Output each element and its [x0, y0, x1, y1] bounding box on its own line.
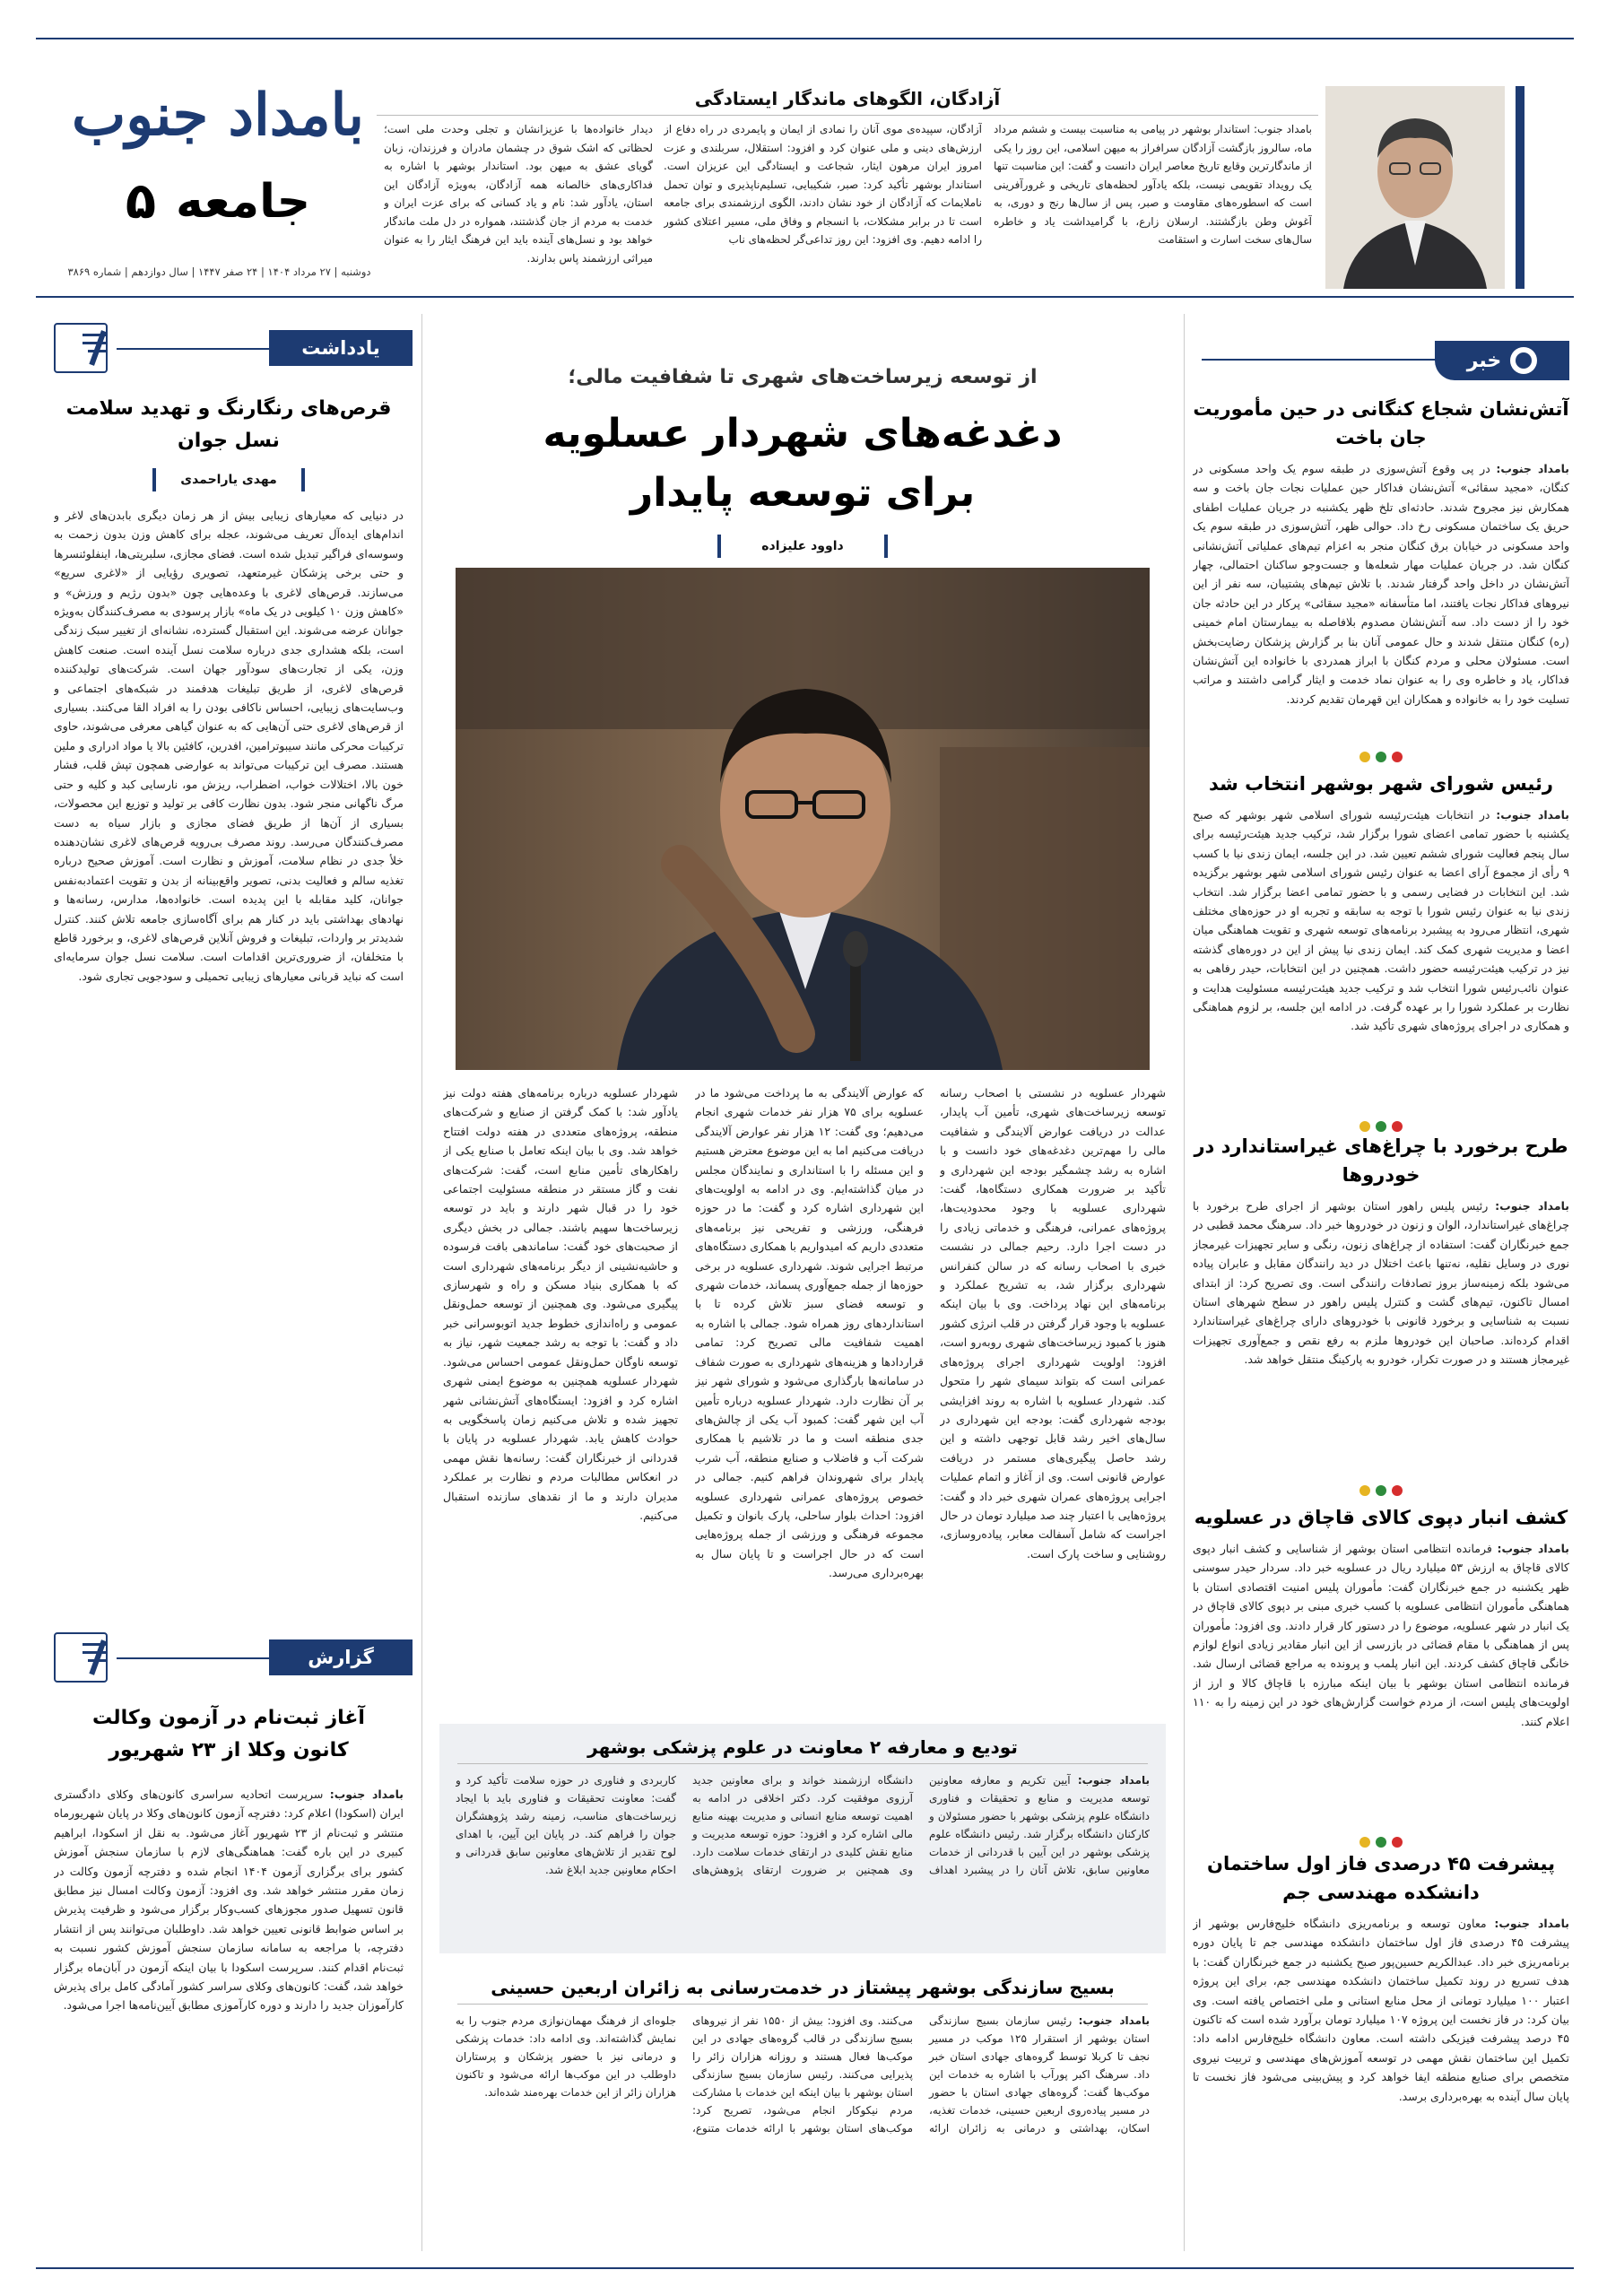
- news-lead: بامداد جنوب:: [1496, 462, 1569, 475]
- news-section-label: خبر: [1466, 349, 1502, 372]
- page-number: ۵: [125, 172, 157, 230]
- news-text: رئیس پلیس راهور استان بوشهر از اجرای طرح برخورد با چراغ‌های غیراستاندارد، الوان و زنون در خودروها خبر داد. سرهنگ محمد قطبی در جمع خبرنگاران گفت: استفاده از چراغ‌های زنون، رنگی و سایر تجهیزات غیرمجاز نوری در وسایل نقلیه، نه‌تنها باعث اختلال در دید رانندگان مقابل و عابران پیاده می‌شود بلکه زمینه‌ساز بروز تصادفات رانندگی است. وی تصریح کرد: از ابتدای امسال تاکنون، تیم‌های گشت و کنترل پلیس راهور در سطح شهرهای استان نسبت به شناسایی و برخورد قانونی با خودروهای دارای چراغ‌های غیراستاندارد اقدام کرده‌اند. صاحبان این خودروها ملزم به رفع نقص و جمع‌آوری تجهیزات غیرمجاز هستند و در صورت تکرار، خودرو به پارکینگ منتقل خواهد شد.: [1193, 1199, 1569, 1367]
- note-section-header: [54, 323, 413, 373]
- column-rule: [1184, 314, 1185, 2251]
- globe-icon: [1510, 347, 1537, 374]
- report-lead: بامداد جنوب:: [329, 1787, 404, 1801]
- bottom-border: [36, 2267, 1574, 2269]
- box-title: بسیج سازندگی بوشهر پیشتاز در خدمت‌رسانی به زائران اربعین حسینی: [457, 1964, 1148, 2005]
- main-headline-line2: برای توسعه پایدار: [630, 470, 976, 516]
- report-body: [54, 1785, 404, 2251]
- box-text: آیین تکریم و معارفه معاونین توسعه مدیریت و منابع و تحقیقات و فناوری دانشگاه علوم پزشکی بوشهر با حضور مسئولان و کارکنان دانشگاه برگزار شد. رئیس دانشگاه علوم پزشکی بوشهر در این آیین با قدردانی از خدمات معاونین سابق، تلاش آنان را در پیشبرد اهداف دانشگاه ارزشمند خواند و برای معاونین جدید آرزوی موفقیت کرد. دکتر اخلاقی در ادامه به اهمیت توسعه منابع انسانی و مدیریت بهینه منابع مالی اشاره کرد و افزود: حوزه توسعه مدیریت و منابع نقش کلیدی در ارتقای خدمات سلامت دارد. وی همچنین بر ضرورت ارتقای پژوهش‌های کاربردی و فناوری در حوزه سلامت تأکید کرد و گفت: معاونت تحقیقات و فناوری باید با ایجاد زیرساخت‌های مناسب، زمینه رشد پژوهشگران جوان را فراهم کند. در پایان این آیین، با اهدای لوح تقدیر از تلاش‌های معاونین سابق قدردانی و احکام معاونین جدید ابلاغ شد.: [456, 1774, 1150, 1876]
- document-pen-icon: [54, 323, 108, 373]
- news-item: [1193, 1849, 1569, 2255]
- news-lead: بامداد جنوب:: [1496, 808, 1569, 822]
- top-article-col2: آزادگان، سپیده‌ی موی آنان را نمادی از ایمان و پایمردی در راه دفاع از ارزش‌های دینی و ملی عنوان کرد و افزود: استقلال، سربلندی و عزت امروز ایران مرهون ایثار، شجاعت و ایستادگی این عزیزان است. استاندار بوشهر تأکید کرد: صبر، شکیبایی، تسلیم‌ناپذیری و توان تحمل ناملایمات که آزادگان از خود نشان دادند، الگوی ارزشمندی برای جامعه است تا در برابر مشکلات، با انسجام و وفاق ملی، مسیر اعتلای کشور را ادامه دهیم. وی افزود: این روز تداعی‌گر لحظه‌های ناب: [664, 123, 982, 246]
- masthead-logo-block: [70, 75, 366, 255]
- news-lead: بامداد جنوب:: [1494, 1917, 1569, 1930]
- governor-portrait-icon: [1325, 86, 1505, 289]
- box-title: تودیع و معارفه ۲ معاونت در علوم پزشکی بوشهر: [457, 1724, 1148, 1764]
- masthead-bottom-border: [36, 296, 1574, 298]
- box-text: رئیس سازمان بسیج سازندگی استان بوشهر از استقرار ۱۲۵ موکب در مسیر نجف تا کربلا توسط گروه‌های جهادی استان خبر داد. سرهنگ اکبر پورآب با اشاره به خدمات این موکب‌ها گفت: گروه‌های جهادی استان با حضور در مسیر پیاده‌روی اربعین حسینی، خدمات تغذیه، اسکان، بهداشتی و درمانی به زائران ارائه می‌کنند. وی افزود: بیش از ۱۵۵۰ نفر از نیروهای بسیج سازندگی در قالب گروه‌های جهادی در این موکب‌ها فعال هستند و روزانه هزاران زائر را پذیرایی می‌کنند. رئیس سازمان بسیج سازندگی استان بوشهر با بیان اینکه این خدمات با مشارکت مردم نیکوکار انجام می‌شود، تصریح کرد: موکب‌های استان بوشهر با ارائه خدمات متنوع، جلوه‌ای از فرهنگ مهمان‌نوازی مردم جنوب را به نمایش گذاشته‌اند. وی ادامه داد: خدمات پزشکی و درمانی نیز با حضور پزشکان و پرستاران داوطلب در این موکب‌ها ارائه می‌شود و تاکنون هزاران زائر از این خدمات بهره‌مند شده‌اند.: [456, 2014, 1150, 2135]
- main-col3: شهردار عسلویه درباره برنامه‌های هفته دولت نیز یادآور شد: با کمک گرفتن از صنایع و شرکت‌های منطقه، پروژه‌های متعددی در هفته دولت افتتاح خواهد شد. وی با بیان اینکه تعامل با صنایع یکی از راهکارهای تأمین منابع است، گفت: شرکت‌های نفت و گاز مستقر در منطقه مسئولیت اجتماعی خود را در قبال شهر دارند و باید در توسعه زیرساخت‌ها سهیم باشند. جمالی در بخش دیگری از صحبت‌های خود گفت: ساماندهی بافت فرسوده و حاشیه‌نشینی از دیگر برنامه‌های شهرداری است که با همکاری بنیاد مسکن و راه و شهرسازی پیگیری می‌شود. وی همچنین از توسعه حمل‌ونقل عمومی و راه‌اندازی خطوط جدید اتوبوسرانی خبر داد و گفت: با توجه به رشد جمعیت شهر، نیاز به توسعه ناوگان حمل‌ونقل عمومی احساس می‌شود. شهردار عسلویه همچنین به موضوع ایمنی شهری اشاره کرد و افزود: ایستگاه‌های آتش‌نشانی شهر تجهیز شده و تلاش می‌کنیم زمان پاسخگویی به حوادث کاهش یابد. شهردار عسلویه در پایان با قدردانی از خبرنگاران گفت: رسانه‌ها نقش مهمی در انعکاس مطالبات مردم و نظارت بر عملکرد مدیران دارند و ما از نقدهای سازنده استقبال می‌کنیم.: [443, 1086, 678, 1522]
- top-article-col1: بامداد جنوب: استاندار بوشهر در پیامی به مناسبت بیست و ششم مرداد ماه، سالروز بازگشت آزادگان سرافراز به میهن اسلامی، این روز را یکی از ماندگارترین وقایع تاریخ معاصر ایران دانست و گفت: این مناسبت تنها یک رویداد تقویمی نیست، بلکه یادآور لحظه‌های تاریخی و غرورآفرینی است که اسطوره‌های مقاومت و صبر، پس از سال‌ها رنج و دوری، به آغوش وطن بازگشتند. ارسلان زارع، با گرامیداشت یاد و خاطره سال‌های سخت اسارت و استقامت: [994, 123, 1312, 246]
- box-body: [456, 1771, 1150, 1947]
- news-body: [1193, 1914, 1569, 2255]
- news-text: در انتخابات هیئت‌رئیسه شورای اسلامی شهر بوشهر که صبح یکشنبه با حضور تمامی اعضای شورا برگزار شد، ترکیب جدید هیئت‌رئیسه برای سال پنجم فعالیت شورای ششم تعیین شد. در این جلسه، ایمان زندی نیا با کسب ۹ رأی از مجموع آرای اعضا به عنوان رئیس شورای اسلامی شهر بوشهر برگزیده شد. این انتخابات در فضایی رسمی و با حضور تمامی اعضا برگزار شد. انتخاب زندی نیا به عنوان رئیس شورا با توجه به سابقه و تجربه او در حوزه‌های مختلف شهری، انتظار می‌رود به پیشبرد برنامه‌های توسعه شهری و تقویت هماهنگی میان اعضا و مدیریت شهری کمک کند. ایمان زندی نیا پیش از این در دوره‌های گذشته نیز در ترکیب هیئت‌رئیسه حضور داشت. همچنین در این انتخابات، حیدر رفاهی به عنوان نائب‌رئیس شورا انتخاب شد و ترکیب جدید هیئت‌رئیسه مسئولیت هدایت و نظارت بر عملکرد شورا را بر عهده گرفت. در ادامه این جلسه، بر لزوم هماهنگی و همکاری در اجرای پروژه‌های شهری تأکید شد.: [1193, 808, 1569, 1033]
- column-rule: [421, 314, 422, 2251]
- news-body: [1193, 1196, 1569, 1482]
- box-article-medical: [439, 1724, 1166, 1953]
- note-body: در دنیایی که معیارهای زیبایی بیش از هر زمان دیگری بابدن‌های لاغر و اندام‌های ایده‌آل تعریف می‌شوند، عجله برای کاهش وزن بدون زحمت به وسوسه‌ای فراگیر تبدیل شده است. فضای مجازی، سلبریتی‌ها، اینفلوئنسرها و حتی برخی پزشکان غیرمتعهد، تصویری رؤیایی از «لاغری سریع» می‌سازند. قرص‌های لاغری با وعده‌هایی چون «بدون رژیم و ورزش» و «کاهش وزن ۱۰ کیلویی در یک ماه» بازار پرسودی به مصرف‌کنندگان به‌ویژه جوانان عرضه می‌شوند. این استقبال گسترده، نشانه‌ای از تغییر سبک زندگی است، بلکه هشداری جدی درباره سلامت نسل آینده است. صنعت کاهش وزن، یکی از تجارت‌های سودآور جهان است. شرکت‌های تولیدکننده قرص‌های لاغری، از طریق تبلیغات هدفمند در شبکه‌های اجتماعی و وب‌سایت‌های زیبایی، احساس ناکافی بودن را به افراد القا می‌کنند. بسیاری از قرص‌های لاغری حتی آن‌هایی که به عنوان گیاهی معرفی می‌شوند، حاوی ترکیبات محرکی مانند سیبوترامین، افدرین، کافئین بالا یا مواد ادراری و ملین هستند. مصرف این ترکیبات می‌تواند به عوارضی همچون تپش قلب، فشار خون بالا، اختلالات خواب، اضطراب، ریزش مو، نارسایی کبد و کلیه و حتی مرگ ناگهانی منجر شود. بدون نظارت کافی بر تولید و توزیع این محصولات، بسیاری از آن‌ها از طریق فضای مجازی و بازار سیاه به دست مصرف‌کنندگان می‌رسد. روند مصرف بی‌رویه قرص‌های لاغری نشان‌دهنده خلأ جدی در نظام سلامت، آموزش و نظارت است. آموزش صحیح درباره تغذیه سالم و فعالیت بدنی، تصویر واقع‌بینانه از بدن و تقویت اعتمادبه‌نفس جوانان، کلید مقابله با این پدیده است. خانواده‌ها، مدارس، رسانه‌ها و نهادهای بهداشتی باید در کنار هم برای آگاه‌سازی جامعه تلاش کنند. کنترل شدیدتر بر واردات، تبلیغات و فروش آنلاین قرص‌های لاغری، و برخورد قاطع با متخلفان، از ضروری‌ترین اقدامات است. سلامت نسل جوان سرمایه‌ای است که نباید قربانی معیارهای زیبایی تحمیلی و سودجویی تجاری شود.: [54, 509, 404, 983]
- news-lead: بامداد جنوب:: [1497, 1542, 1569, 1555]
- logo-text: بامداد جنوب: [72, 82, 364, 149]
- date-line: دوشنبه | ۲۷ مرداد ۱۴۰۴ | ۲۴ صفر ۱۴۴۷ | سال دوازدهم | شماره ۳۸۶۹: [67, 265, 371, 278]
- note-title: قرص‌های رنگارنگ و تهدید سلامت نسل جوان: [65, 397, 392, 452]
- top-article-title: آزادگان، الگوهای ماندگار ایستادگی: [694, 88, 1001, 109]
- news-title: کشف انبار دپوی کالای قاچاق در عسلویه: [1194, 1507, 1568, 1528]
- news-title: رئیس شورای شهر بوشهر انتخاب شد: [1209, 773, 1553, 795]
- news-title: آتش‌نشان شجاع کنگانی در حین مأموریت جان باخت: [1193, 398, 1569, 448]
- box-body: [456, 2012, 1150, 2247]
- news-section-header: [1202, 341, 1569, 386]
- news-item: [1193, 770, 1569, 1130]
- divider-dots: [1193, 752, 1569, 762]
- author-name: داوود علیزاده: [761, 539, 844, 553]
- news-text: فرمانده انتظامی استان بوشهر از شناسایی و کشف انبار دپوی کالای قاچاق به ارزش ۵۳ میلیارد ریال در عسلویه خبر داد. سردار حیدر سوسنی ظهر یکشنبه در جمع خبرنگاران گفت: مأموران پلیس امنیت اقتصادی استان با هماهنگی مأموران انتظامی عسلویه با کسب خبری مبنی بر دپوی کالای قاچاق در یک انبار در شهر عسلویه، موضوع را در دستور کار قرار دادند. وی افزود: مأموران پس از هماهنگی با مقام قضائی در بازرسی از این انبار مقادیر زیادی انواع لوازم خانگی قاچاق کشف کردند. این انبار پلمب و پرونده به مراجع قضائی ارسال شد. فرمانده انتظامی استان بوشهر با بیان اینکه مبارزه با قاچاق کالا و ارز از اولویت‌های پلیس است، از مردم خواست گزارش‌های خود در این زمینه را به ۱۱۰ اعلام کنند.: [1193, 1542, 1569, 1728]
- news-text: معاون توسعه و برنامه‌ریزی دانشگاه خلیج‌فارس بوشهر از پیشرفت ۴۵ درصدی فاز اول ساختمان دانشکده مهندسی جم تا پایان دوره برنامه‌ریزی خبر داد. عبدالکریم حسین‌پور صبح یکشنبه در جمع خبرنگاران گفت: با هدف تسریع در روند تکمیل ساختمان دانشکده مهندسی جم، برای این پروژه اعتبار ۱۰۰ میلیارد تومانی از محل منابع استانی و ملی اختصاص یافته است. وی بیان کرد: در فاز نخست این پروژه ۱۰۷ میلیارد تومان برآورد شده است که تاکنون ۴۵ درصد پیشرفت فیزیکی داشته است. معاون دانشگاه خلیج‌فارس ادامه داد: تکمیل این ساختمان نقش مهمی در توسعه آموزش‌های مهندسی و تربیت نیروی متخصص برای صنایع منطقه ایفا خواهد کرد و پیش‌بینی می‌شود فاز نخست تا پایان سال آینده به بهره‌برداری برسد.: [1193, 1917, 1569, 2103]
- note-author-tag: [152, 468, 305, 491]
- news-title: پیشرفت ۴۵ درصدی فاز اول ساختمان دانشکده مهندسی جم: [1207, 1853, 1555, 1903]
- divider-dots: [1193, 1485, 1569, 1496]
- news-body: [1193, 805, 1569, 1130]
- news-item: [1193, 1132, 1569, 1482]
- news-title: طرح برخورد با چراغ‌های غیراستاندارد در خودروها: [1194, 1135, 1568, 1186]
- section-row: [70, 172, 366, 230]
- mayor-photo-icon: [456, 568, 1150, 1070]
- report-title: آغاز ثبت‌نام در آزمون وکالت کانون وکلا از ۲۳ شهریور: [92, 1707, 365, 1761]
- report-section-header: [54, 1632, 413, 1683]
- report-section-label: گزارش: [308, 1647, 374, 1668]
- note-section-label: یادداشت: [301, 337, 380, 359]
- top-border: [36, 38, 1574, 39]
- news-item: [1193, 1503, 1569, 1864]
- report-text: سرپرست اتحادیه سراسری کانون‌های وکلای دادگستری ایران (اسکودا) اعلام کرد: دفترچه آزمون کانون‌های وکلا در پایان شهریورماه منتشر و ثبت‌نام از ۲۳ شهریور آغاز می‌شود. به نقل از اسکودا، ابراهیم کبیری در این باره گفت: هماهنگی‌های لازم با سازمان سنجش آموزش کشور برای برگزاری آزمون ۱۴۰۴ انجام شده و دفترچه آزمون وکالت در زمان مقرر منتشر خواهد شد. وی افزود: آزمون وکالت امسال نیز مطابق قانون تسهیل صدور مجوزهای کسب‌وکار برگزار می‌شود و ظرفیت پذیرش بر اساس ضوابط قانونی تعیین خواهد شد. داوطلبان می‌توانند پس از انتشار دفترچه، با مراجعه به سامانه سازمان سنجش آموزش کشور نسبت به ثبت‌نام اقدام کنند. سرپرست اسکودا با بیان اینکه آزمون در آبان‌ماه برگزار خواهد شد، گفت: کانون‌های وکلای سراسر کشور آمادگی کامل برای پذیرش کارآموزان جدید را دارند و دوره کارآموزی مطابق آیین‌نامه‌ها اجرا می‌شود.: [54, 1787, 404, 2013]
- news-item: [1193, 395, 1569, 746]
- author-tag: [717, 535, 888, 558]
- news-lead: بامداد جنوب:: [1495, 1199, 1569, 1213]
- governor-photo: [1325, 86, 1505, 289]
- section-name: جامعه: [176, 174, 311, 229]
- divider-dots: [1193, 1121, 1569, 1132]
- news-body: [1193, 459, 1569, 746]
- news-text: در پی وقوع آتش‌سوزی در طبقه سوم یک واحد مسکونی در کنگان، «مجید سقائی» آتش‌نشان فداکار حین عملیات نجات جان باخت و سه همکارش نیز مجروح شدند. حادثه‌ای تلخ ظهر یکشنبه در جریان عملیات اطفای حریق یک ساختمان مسکونی رخ داد. حوالی ظهر، آتش‌سوزی در طبقه سوم یک واحد مسکونی در خیابان برق کنگان منجر به اعزام تیم‌های عملیاتی آتش‌نشانی کنگان شد. در جریان عملیات مهار شعله‌ها و جست‌وجو ساکنان احتمالی، چهار آتش‌نشان در داخل واحد گرفتار شدند. با تلاش تیم‌های پشتیبان، سه نفر از این نیروهای فداکار نجات یافتند، اما متأسفانه «مجید سقائی» پرکار در این حادثه جان خود را از دست داد. سه آتش‌نشان مصدوم بلافاصله به بیمارستان امام خمینی (ره) کنگان منتقل شدند و حال عمومی آنان بنا بر گزارش پزشکان رضایت‌بخش است. مسئولان محلی و مردم کنگان با ابراز همدردی با خانواده این آتش‌نشان فداکار، یاد و خاطره وی را به عنوان نماد خدمت و ایثار گرامی داشتند و مراتب تسلیت خود را به خانواده و همکاران این قهرمان تقدیم کردند.: [1193, 462, 1569, 706]
- main-kicker: از توسعه زیرساخت‌های شهری تا شفافیت مالی؛: [568, 366, 1038, 388]
- main-col2: که عوارض آلایندگی به ما پرداخت می‌شود ما در عسلویه برای ۷۵ هزار نفر خدمات شهری انجام می‌دهیم؛ وی گفت: ۱۲ هزار نفر عوارض آلایندگی دریافت می‌کنیم اما به این موضوع معترض هستیم و این مسئله را با استانداری و نمایندگان مجلس در میان گذاشته‌ایم. وی در ادامه به اولویت‌های این شهرداری اشاره کرد و گفت: ما در حوزه فرهنگی، ورزشی و تفریحی نیز برنامه‌های متعددی داریم که امیدواریم با همکاری دستگاه‌های مرتبط اجرایی شوند. شهرداری عسلویه در برخی حوزه‌ها از جمله جمع‌آوری پسماند، خدمات شهری و توسعه فضای سبز تلاش کرده تا با استانداردهای روز همراه شود. جمالی با اشاره به اهمیت شفافیت مالی تصریح کرد: تمامی قراردادها و هزینه‌های شهرداری به صورت شفاف در سامانه‌ها بارگذاری می‌شود و شورای شهر نیز بر آن نظارت دارد. شهردار عسلویه درباره تأمین آب این شهر گفت: کمبود آب یکی از چالش‌های جدی منطقه است و ما در تلاشیم با همکاری شرکت آب و فاضلاب و صنایع منطقه، آب شرب پایدار برای شهروندان فراهم کنیم. جمالی در خصوص پروژه‌های عمرانی شهرداری عسلویه افزود: احداث بلوار ساحلی، پارک بانوان و تکمیل مجموعه فرهنگی و ورزشی از جمله پروژه‌هایی است که در حال اجراست و تا پایان سال به بهره‌برداری می‌رسد.: [695, 1086, 924, 1580]
- top-accent-bar: [1516, 86, 1524, 289]
- top-article-col3: دیدار خانواده‌ها با عزیزانشان و تجلی وحدت ملی است؛ لحظاتی که اشک شوق در چشمان مادران و فرزندان، زبان گویای عشق به میهن بود. استاندار بوشهر با اشاره به فداکاری‌های خالصانه همه آزادگان، به‌ویژه آزادگان این استان، یادآور شد: نام و یاد کسانی که برای عزت ایران و خدمت به مردم از جان گذشتند، همواره در دل ملت ماندگار خواهد بود و نسل‌های آینده باید این فرهنگ ایثار را به عنوان میراثی ارزشمند پاس بدارند.: [384, 123, 653, 265]
- box-lead: بامداد جنوب:: [1078, 2014, 1150, 2027]
- note-author: مهدی یاراحمدی: [180, 473, 277, 487]
- box-lead: بامداد جنوب:: [1077, 1774, 1150, 1787]
- main-col1: شهردار عسلویه در نشستی با اصحاب رسانه توسعه زیرساخت‌های شهری، تأمین آب پایدار، عدالت در دریافت عوارض آلایندگی و شفافیت مالی را مهم‌ترین دغدغه‌های خود دانست و با اشاره به رشد چشمگیر بودجه این شهرداری و تأکید بر ضرورت همکاری دستگاه‌ها، گفت: شهرداری عسلویه با وجود محدودیت‌ها، پروژه‌های عمرانی، فرهنگی و خدماتی زیادی را در دست اجرا دارد. رحیم جمالی در نشست خبری با اصحاب رسانه که در سالن کنفرانس شهرداری برگزار شد، به تشریح عملکرد و برنامه‌های این نهاد پرداخت. وی با بیان اینکه عسلویه با وجود قرار گرفتن در قلب انرژی کشور هنوز با کمبود زیرساخت‌های شهری روبه‌رو است، افزود: اولویت شهرداری اجرای پروژه‌های عمرانی است که بتواند سیمای شهر را متحول کند. شهردار عسلویه با اشاره به روند افزایشی بودجه شهرداری گفت: بودجه این شهرداری در سال‌های اخیر رشد قابل توجهی داشته و این رشد حاصل پیگیری‌های مستمر در دریافت عوارض قانونی است. وی از آغاز و اتمام عملیات اجرایی پروژه‌های عمران شهری خبر داد و گفت: پروژه‌هایی با اعتبار چند صد میلیارد تومان در حال اجراست که شامل آسفالت معابر، پیاده‌روسازی، روشنایی و ساخت پارک است.: [940, 1086, 1166, 1561]
- box-article-basij: [439, 1964, 1166, 2251]
- main-photo: [456, 568, 1150, 1070]
- divider-dots: [1193, 1837, 1569, 1848]
- main-headline-line1: دغدغه‌های شهردار عسلویه: [543, 411, 1063, 457]
- document-pen-icon: [54, 1632, 108, 1683]
- news-body: [1193, 1539, 1569, 1864]
